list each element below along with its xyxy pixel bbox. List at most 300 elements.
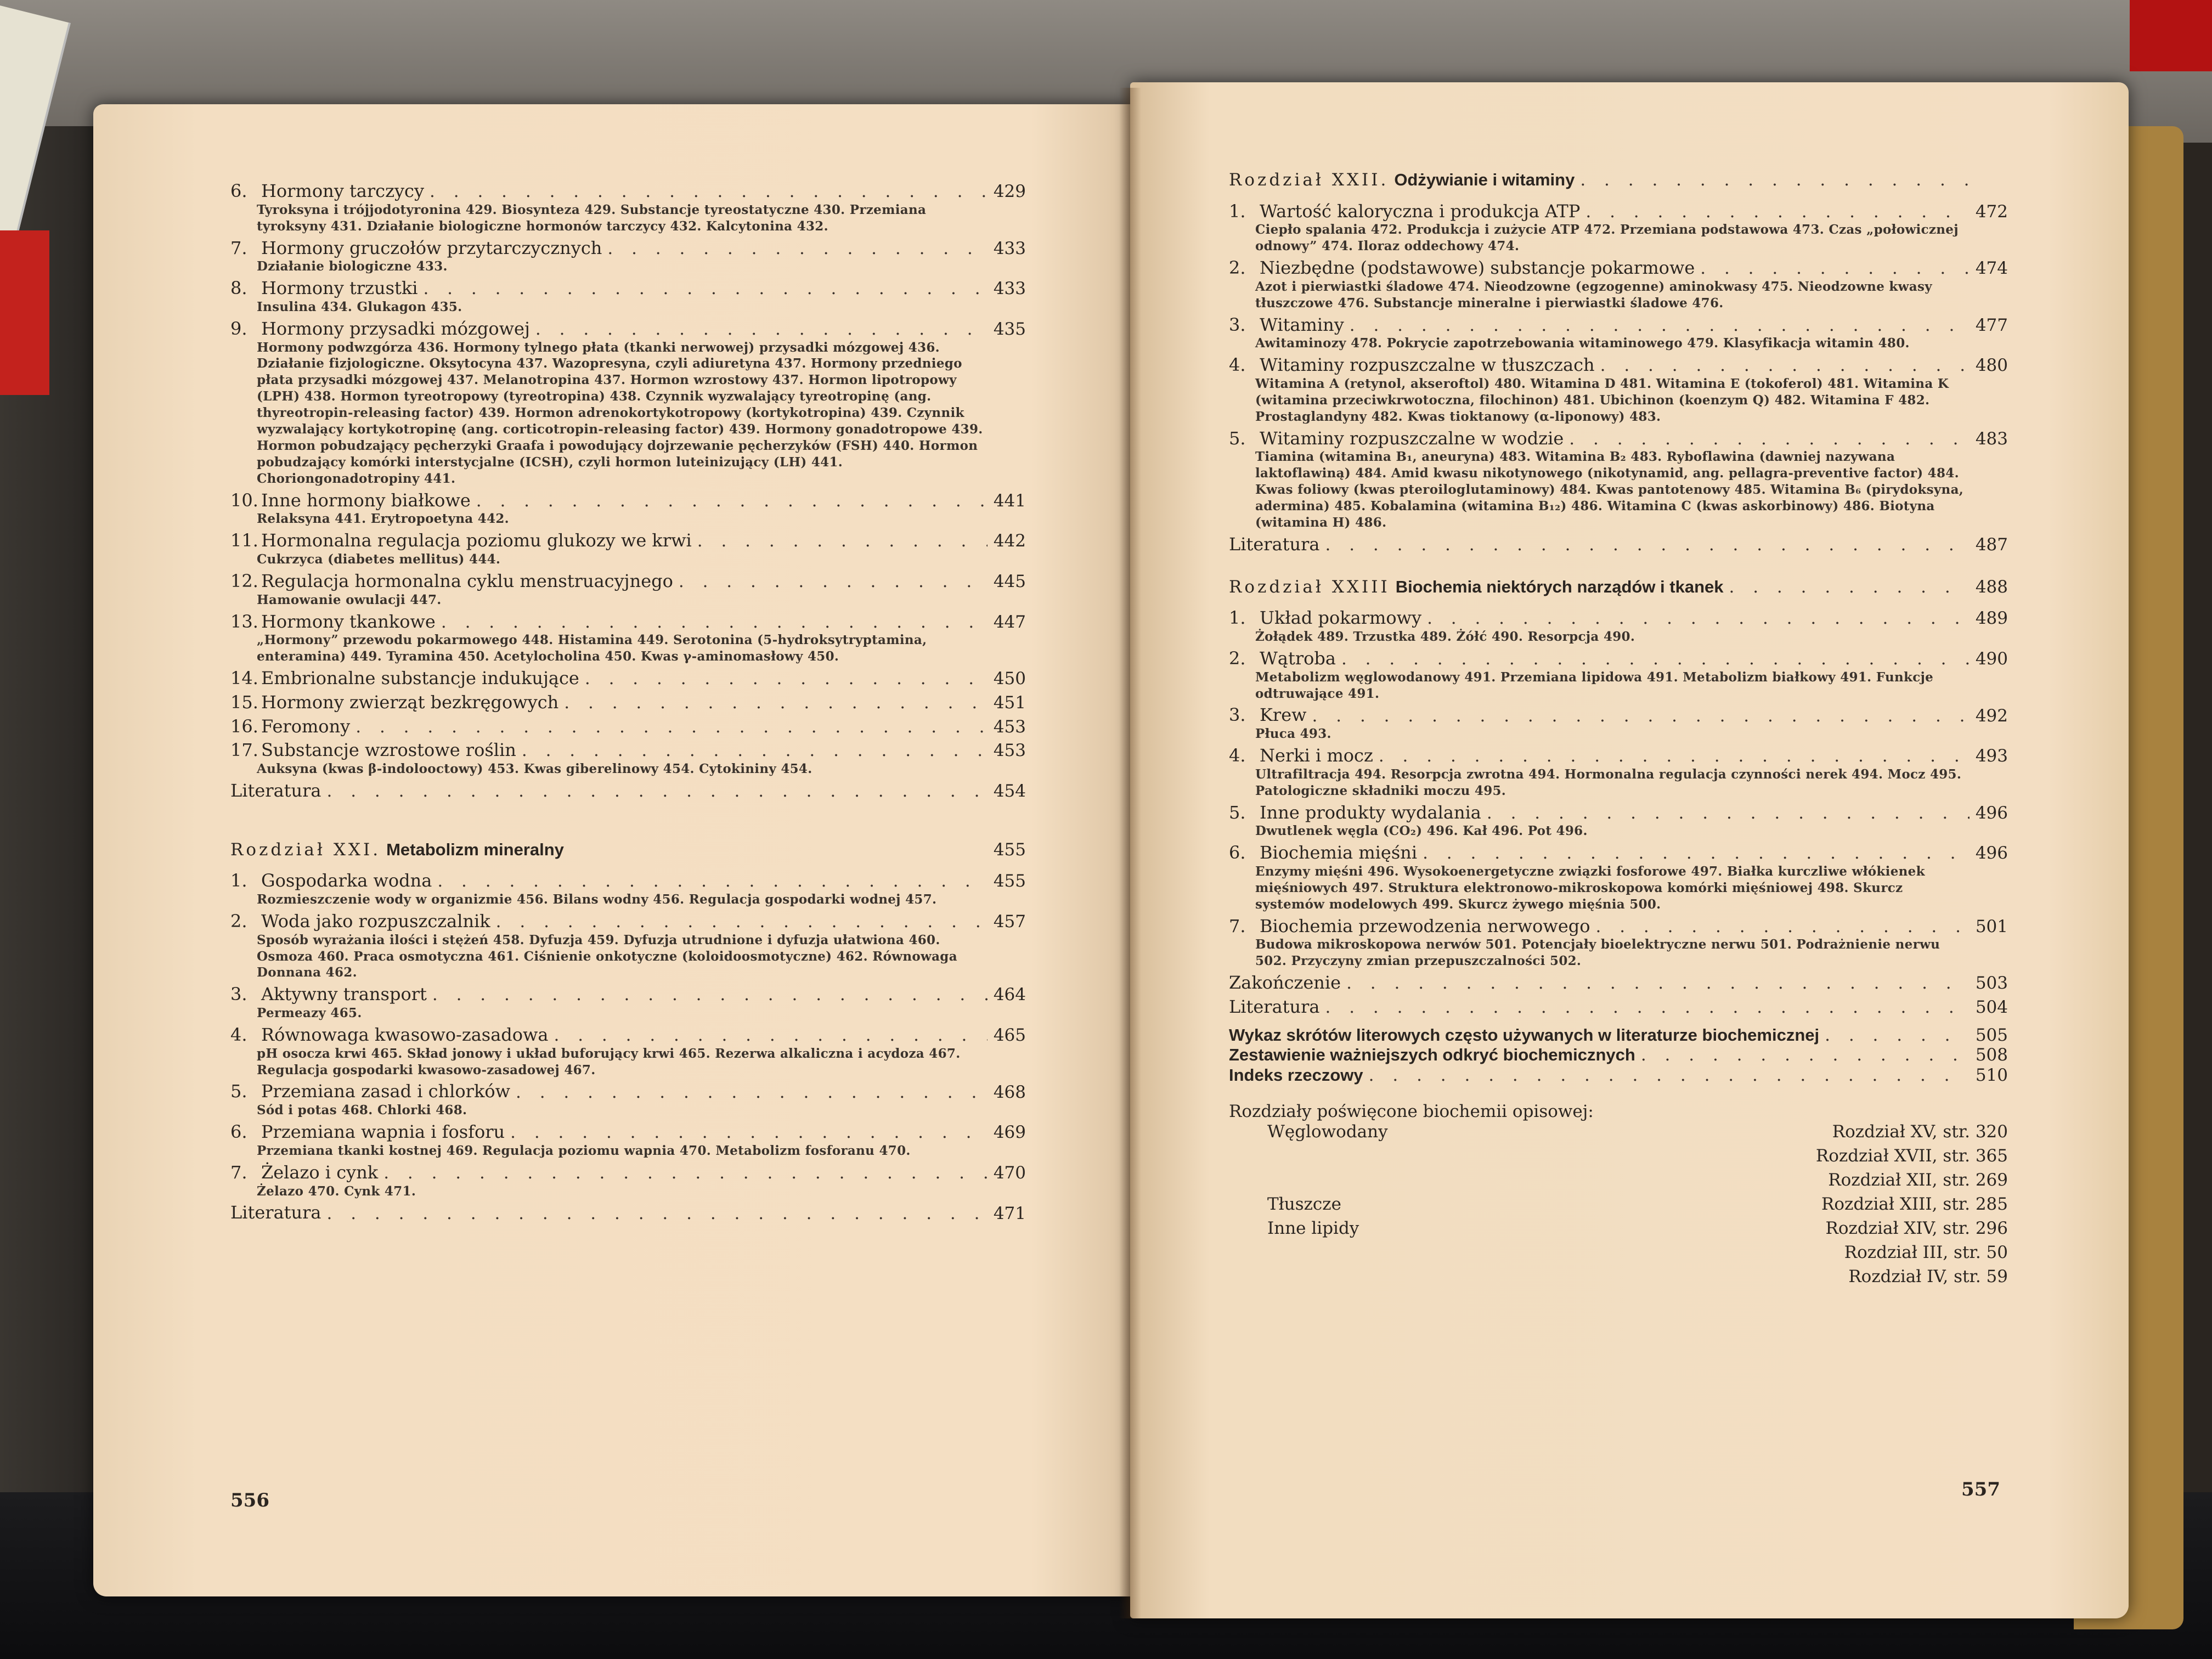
toc-entry [1229,428,2008,531]
toc-entry-subtopics: Enzymy mięśni 496. Wysokoenergetyczne związki fosforowe 497. Białka kurczliwe włókienek mięśniowych 497. Struktura elektronowo-mikroskopowa komórki mięśniowej 498. Skurcz systemów modelowych 499. Skurcz żywego mięśnia 500. [1255,864,1925,912]
toc-entry-title [1229,803,1481,823]
toc-entry-row [230,740,1026,761]
leader-dots [1596,917,1970,937]
toc-entry-number: 12. [230,570,258,591]
toc-entry-label: Wartość kaloryczna i produkcja ATP [1260,200,1581,222]
toc-entry-label: Gospodarka wodna [261,870,432,891]
toc-entry-subtopics: Auksyna (kwas β-indolooctowy) 453. Kwas giberelinowy 454. Cytokininy 454. [257,761,812,777]
back-matter-title: Indeks rzeczowy [1229,1065,1363,1085]
toc-entry-title [230,984,427,1005]
toc-entry [230,612,1026,665]
toc-entry-number: 5. [1229,427,1246,449]
opis-reference: Rozdział XII, str. 269 [1828,1170,2008,1190]
toc-entry-page: 483 [1975,428,2008,449]
leader-dots [1700,258,1970,279]
chapter-name: Odżywianie i witaminy [1394,170,1575,189]
toc-entry-page: 496 [1975,803,2008,823]
chapter-label: Rozdział XXII. [1229,170,1389,190]
toc-entry-subtopics: Dwutlenek węgla (CO₂) 496. Kał 496. Pot 496. [1255,823,1588,839]
back-matter-title: Zestawienie ważniejszych odkryć biochemicznych [1229,1045,1635,1065]
toc-entry-number: 2. [230,910,247,932]
toc-entry-title [230,781,321,802]
back-matter-page: 510 [1975,1065,2008,1085]
toc-entry-title [1229,608,1421,629]
toc-entry-title [230,531,692,551]
toc-entry [230,716,1026,737]
toc-entry-label: Hormony tarczycy [261,180,425,201]
toc-entry-number: 4. [230,1024,247,1045]
toc-entry-subtopics: Hormony podwzgórza 436. Hormony tylnego płata (tkanki nerwowej) przysadki mózgowej 436. Działanie fizjologiczne. Oksytocyna 437. Wazopresyna, czyli adiuretyna 437. Hormony przedniego płata przysadki mózgowej 437. Melanotropina 437. Hormon wzrostowy 437. Hormon lipotropowy (LPH) 438. Hormon tyreotropowy (tyreotropina) 438. Czynnik wyzwalający tyreotropinę (ang. thyreotropin-releasing factor) 439. Hormon adrenokortykotropowy (kortykotropina) 439. Czynnik wyzwalający kortykotropinę (ang. corticotropin-releasing factor) 439. Hormony gonadotropowe 439. Hormon pobudzający pęcherzyki Graafa i powodujący dojrzewanie pęcherzyków (FSH) 440. Hormon pobudzający komórki interstycjalne (ICSH), czyli hormon luteinizujący (LH) 441. Choriongonadotropiny 441. [257,340,983,486]
chapter-label: Rozdział XXIII [1229,577,1390,597]
descriptive-biochemistry-section [1229,1102,2008,1291]
toc-entry-subtopics: Żołądek 489. Trzustka 489. Żółć 490. Resorpcja 490. [1255,629,1635,644]
toc-entry-page: 442 [993,531,1026,551]
opis-topic [1267,1170,1816,1194]
toc-entry-label: Witaminy rozpuszczalne w tłuszczach [1260,354,1595,376]
leader-dots [697,531,988,551]
toc-entry-title [230,571,673,592]
opis-topic: Węglowodany [1267,1121,1388,1142]
toc-entry [230,238,1026,275]
toc-entry-subtopics: Tyroksyna i trójjodotyronina 429. Biosynteza 429. Substancje tyreostatyczne 430. Przemiana tyroksyny 431. Działanie biologiczne hormonów tarczycy 432. Kalcytonina 432. [257,202,927,234]
toc-entry-page: 455 [993,871,1026,891]
opis-topic: Inne lipidy [1267,1218,1359,1238]
toc-entry-number: 7. [230,1161,247,1183]
toc-entry-title [1229,997,1320,1018]
leader-dots [1487,803,1970,823]
toc-entry-label: Regulacja hormonalna cyklu menstruacyjnego [261,570,673,591]
opis-topic [1267,1267,1816,1291]
toc-entry-label: Biochemia przewodzenia nerwowego [1260,915,1590,936]
toc-entry-page: 489 [1975,608,2008,629]
toc-entry-row [230,490,1026,511]
back-matter-page: 505 [1975,1025,2008,1045]
toc-entry-row [1229,608,2008,629]
toc-entry-row [230,1203,1026,1223]
leader-dots [679,572,988,592]
leader-dots [327,781,988,802]
toc-entry-number: 5. [1229,802,1246,823]
toc-entry-label: Przemiana zasad i chlorków [261,1081,511,1102]
toc-entry-list [1229,201,2008,555]
toc-entry [230,319,1026,487]
leader-dots [383,1163,988,1183]
toc-entry [1229,997,2008,1018]
leader-dots [441,612,988,633]
leader-dots [1825,1025,1970,1046]
opis-reference: Rozdział XV, str. 320 [1832,1121,2008,1142]
toc-entry [230,984,1026,1022]
opis-reference: Rozdział XIV, str. 296 [1825,1218,2008,1238]
toc-entry-page: 501 [1975,916,2008,936]
leader-dots [430,182,988,202]
toc-entry [230,668,1026,689]
toc-entry-page: 477 [1975,315,2008,335]
toc-entry [230,911,1026,981]
toc-entry-subtopics: Sposób wyrażania ilości i stężeń 458. Dyfuzja 459. Dyfuzja utrudnione i dyfuzja ułatwiona 460. Osmoza 460. Praca osmotyczna 461. Ciśnienie onkotyczne (koloidoosmotyczne) 462. Równowaga Donnana 462. [257,932,957,980]
toc-entry-label: Literatura [1229,996,1320,1017]
leader-dots [1379,746,1970,766]
toc-entry-number: 6. [230,1121,247,1143]
toc-entry-row [230,871,1026,891]
toc-entry-number: 2. [1229,257,1246,279]
toc-entry-page: 504 [1975,997,2008,1018]
opis-topic [1267,1146,1816,1170]
toc-entry-row [230,668,1026,689]
toc-entry-label: Hormony zwierząt bezkręgowych [261,691,559,713]
toc-entry-page: 445 [993,572,1026,592]
toc-entry-row [1229,648,2008,669]
toc-entry-page: 453 [993,741,1026,761]
chapter-heading [1229,577,2008,597]
toc-entry [1229,315,2008,352]
toc-entry-subtopics: Awitaminozy 478. Pokrycie zapotrzebowania witaminowego 479. Klasyfikacja witamin 480. [1255,336,1910,351]
toc-entry-label: Nerki i mocz [1260,745,1373,766]
toc-entry-page: 433 [993,279,1026,299]
toc-entry-subtopics: Tiamina (witamina B₁, aneuryna) 483. Witamina B₂ 483. Ryboflawina (dawniej nazywana laktoflawiną) 484. Amid kwasu nikotynowego (nikotynamid, ang. pellagra-preventive factor) 484. Kwas foliowy (kwas pteroiloglutaminowy) 484. Kwas pantotenowy 485. Witamina B₆ (pirydoksyna, adermina) 485. Kobalamina (witamina B₁₂) 486. Witamina C (kwas askorbinowy) 486. Biotyna (witamina H) 486. [1255,449,1964,531]
toc-entry-title [230,1122,505,1143]
toc-entry-number: 1. [230,870,247,891]
toc-entry-row [230,612,1026,633]
toc-entry [1229,843,2008,912]
toc-entry-number: 3. [1229,314,1246,335]
toc-entry-row [230,319,1026,340]
toc-entry-label: Hormonalna regulacja poziomu glukozy we krwi [261,530,692,551]
toc-entry-label: Witaminy [1260,314,1344,335]
leader-dots [1346,973,1970,994]
leader-dots [1600,356,1970,376]
chapter-heading [230,840,1026,860]
toc-entry-subtopics: Płuca 493. [1255,726,1331,742]
toc-entry [230,571,1026,608]
toc-entry-subtopics: Insulina 434. Glukagon 435. [257,299,462,314]
opis-reference: Rozdział IV, str. 59 [1848,1266,2008,1286]
toc-entry-row [230,781,1026,802]
toc-entry-label: Równowaga kwasowo-zasadowa [261,1024,549,1045]
toc-entry-page: 468 [993,1082,1026,1102]
toc-entry-page: 447 [993,612,1026,632]
toc-entry [230,1163,1026,1200]
toc-entry-number: 17. [230,740,258,761]
toc-entry-subtopics: Przemiana tkanki kostnej 469. Regulacja poziomu wapnia 470. Metabolizm fosforanu 470. [257,1143,911,1158]
toc-entry-label: Woda jako rozpuszczalnik [261,910,490,932]
measuring-tape-red-section [0,230,49,395]
toc-entry-title [230,1163,378,1183]
toc-entry-label: Niezbędne (podstawowe) substancje pokarmowe [1260,257,1695,279]
toc-entry-subtopics: Azot i pierwiastki śladowe 474. Nieodzowne (egzogenne) aminokwasy 475. Nieodzowne kwasy tłuszczowe 476. Substancje mineralne i pierwiastki śladowe 476. [1255,279,1932,311]
toc-entry-title [230,278,417,299]
toc-entry-number: 2. [1229,647,1246,669]
toc-entry-number: 10. [230,489,258,511]
toc-entry-label: Biochemia mięśni [1260,842,1418,864]
toc-entry-label: Aktywny transport [261,984,427,1005]
toc-entry-subtopics: Ciepło spalania 472. Produkcja i zużycie ATP 472. Przemiana podstawowa 473. Czas „połowicznej odnowy” 474. Iloraz oddechowy 474. [1255,222,1959,254]
toc-entry-list [230,871,1026,1223]
toc-entry-page: 450 [993,669,1026,689]
leader-dots [327,1204,988,1224]
toc-entry-title [1229,746,1373,766]
toc-entry-label: Wątroba [1260,647,1336,669]
toc-entry-number: 14. [230,668,258,689]
toc-entry-page: 470 [993,1163,1026,1183]
toc-entry-title [1229,843,1417,864]
toc-entry-page: 492 [1975,706,2008,726]
toc-entry-subtopics: Żelazo 470. Cynk 471. [257,1183,416,1199]
opis-reference: Rozdział XIII, str. 285 [1821,1194,2008,1214]
toc-entry-subtopics: Działanie biologiczne 433. [257,259,448,274]
leader-dots [1350,315,1970,336]
opis-references [1816,1122,2008,1291]
toc-entry-page: 429 [993,182,1026,202]
toc-entry [230,278,1026,315]
leader-dots [564,693,988,713]
leader-dots [1641,1045,1970,1065]
toc-entry-number: 13. [230,611,258,632]
back-matter-title: Wykaz skrótów literowych często używanych w literaturze biochemicznej [1229,1025,1820,1045]
page-number: 556 [230,1489,269,1511]
leader-dots [423,279,988,299]
toc-entry-label: Literatura [230,1202,321,1223]
toc-entry-number: 7. [1229,915,1246,936]
toc-entry-title [230,181,424,202]
leader-dots [1341,649,1970,669]
leader-dots [554,1025,988,1046]
toc-entry-number: 3. [1229,704,1246,726]
toc-entry-row [1229,428,2008,449]
toc-entry [1229,973,2008,994]
toc-entry-page: 472 [1975,201,2008,222]
toc-entry-row [1229,916,2008,937]
toc-entry-row [230,716,1026,737]
toc-entry-row [230,181,1026,202]
chapter-page: 455 [993,839,1026,860]
toc-entry-row [230,911,1026,932]
toc-entry-number: 1. [1229,200,1246,222]
toc-entry [1229,608,2008,645]
toc-entry-number: 15. [230,691,258,713]
toc-entry-row [230,531,1026,551]
leader-dots [476,491,988,511]
toc-entry-subtopics: Cukrzyca (diabetes mellitus) 444. [257,551,501,567]
toc-entry-number: 4. [1229,354,1246,376]
toc-entry-page: 453 [993,716,1026,737]
toc-entry-number: 1. [1229,607,1246,629]
book-gutter [1119,88,1141,1618]
toc-entry-title [230,716,350,737]
toc-entry [1229,648,2008,702]
leader-dots [1369,1065,1970,1086]
toc-entry-label: Hormony gruczołów przytarczycznych [261,237,602,258]
toc-entry-row [1229,258,2008,279]
page-number: 557 [1961,1479,2000,1500]
toc-entry-title [1229,534,1320,555]
leader-dots [1325,535,1970,555]
red-object [2130,0,2212,71]
opis-topic: Tłuszcze [1267,1194,1341,1214]
toc-entry-page: 490 [1975,649,2008,669]
toc-entry-page: 480 [1975,356,2008,376]
leader-dots [356,717,988,737]
toc-entry [1229,705,2008,742]
toc-entry-row [1229,355,2008,376]
leader-dots [522,741,988,761]
toc-entry-title [1229,428,1564,449]
toc-entry-label: Przemiana wapnia i fosforu [261,1121,505,1143]
back-matter-entry [1229,1025,2008,1046]
toc-entry-page: 457 [993,912,1026,932]
opis-topics [1229,1122,1816,1291]
leader-dots [516,1082,988,1103]
toc-entry-title [230,1025,549,1046]
toc-entry-row [1229,843,2008,864]
toc-entry-page: 471 [993,1203,1026,1223]
toc-entry-label: Hormony tkankowe [261,611,436,632]
toc-entry-label: Inne hormony białkowe [261,489,471,511]
toc-entry-row [230,692,1026,713]
toc-entry [230,871,1026,908]
toc-entry-row [230,984,1026,1005]
toc-entry-page: 433 [993,238,1026,258]
toc-entry-page: 469 [993,1122,1026,1143]
toc-entry-number: 6. [1229,842,1246,864]
toc-entry-title [230,319,530,340]
toc-entry [1229,916,2008,970]
back-matter-list [1229,1025,2008,1086]
leader-dots [585,669,988,689]
toc-entry-subtopics: Metabolizm węglowodanowy 491. Przemiana lipidowa 491. Metabolizm białkowy 491. Funkcje odtruwające 491. [1255,669,1934,701]
toc-entry-number: 4. [1229,745,1246,766]
toc-entry [230,181,1026,235]
back-matter-entry [1229,1045,2008,1065]
opis-reference: Rozdział III, str. 50 [1844,1242,2008,1262]
toc-entry-title [230,911,490,932]
toc-entry-page: 464 [993,985,1026,1005]
leader-dots [1569,429,1970,449]
back-matter-entry [1229,1065,2008,1086]
toc-entry-subtopics: Rozmieszczenie wody w organizmie 456. Bilans wodny 456. Regulacja gospodarki wodnej 457. [257,892,937,907]
toc-entry-row [1229,997,2008,1018]
toc-entry-label: Zakończenie [1229,972,1341,994]
toc-entry-label: Żelazo i cynk [261,1161,379,1183]
toc-entry-number: 7. [230,237,247,258]
toc-entry-row [230,278,1026,299]
toc-entry [230,692,1026,713]
chapter-label: Rozdział XXI. [230,839,381,860]
toc-entry-number: 9. [230,318,247,339]
toc-entry-title [1229,315,1344,336]
toc-entry [1229,258,2008,312]
toc-entry-label: Literatura [1229,533,1320,555]
toc-entry-row [1229,705,2008,726]
toc-entry-row [230,238,1026,259]
toc-entry-label: Układ pokarmowy [1260,607,1422,629]
toc-entry-page: 435 [993,319,1026,339]
toc-entry-row [1229,746,2008,766]
toc-entry-label: Embrionalne substancje indukujące [261,668,579,689]
toc-entry-number: 11. [230,530,258,551]
toc-entry-row [1229,973,2008,994]
toc-entry-title [1229,973,1341,994]
leader-dots [1580,170,1970,190]
toc-entry-title [1229,201,1580,222]
toc-entry-page: 493 [1975,746,2008,766]
toc-entry-page: 465 [993,1025,1026,1046]
back-matter-page: 508 [1975,1045,2008,1065]
toc-entry-title [1229,705,1307,726]
toc-entry-page: 451 [993,692,1026,713]
toc-entry-title [1229,258,1695,279]
toc-entry-label: Krew [1260,704,1307,726]
toc-entry-title [230,668,579,689]
toc-entry-title [230,490,471,511]
toc-entry-subtopics: pH osocza krwi 465. Skład jonowy i układ buforujący krwi 465. Rezerwa alkaliczna i acydoza 467. Regulacja gospodarki kwasowo-zasadowej 467. [257,1046,961,1077]
toc-entry-label: Inne produkty wydalania [1260,802,1481,823]
toc-entry [230,1203,1026,1223]
toc-entry-label: Witaminy rozpuszczalne w wodzie [1260,427,1564,449]
toc-entry-number: 5. [230,1081,247,1102]
toc-entry-row [1229,315,2008,336]
toc-entry-subtopics: Ultrafiltracja 494. Resorpcja zwrotna 494. Hormonalna regulacja czynności nerek 494. Mocz 495. Patologiczne składniki moczu 495. [1255,766,1962,798]
toc-entry [1229,355,2008,425]
toc-entry [230,781,1026,802]
chapter-name: Metabolizm mineralny [386,839,564,859]
toc-entry-label: Substancje wzrostowe roślin [261,740,516,761]
toc-entry-title [230,1203,321,1223]
toc-entry-label: Feromony [261,715,351,737]
toc-entry [230,1025,1026,1079]
toc-entry [230,531,1026,568]
toc-entry-page: 487 [1975,535,2008,555]
toc-entry [1229,534,2008,555]
toc-entry-subtopics: Relaksyna 441. Erytropoetyna 442. [257,511,509,527]
toc-entry-row [1229,534,2008,555]
leader-dots [607,239,988,259]
toc-entry [1229,201,2008,255]
toc-entry-title [230,612,436,633]
leader-dots [1423,843,1970,864]
toc-entry-title [230,238,602,259]
toc-entry-row [230,571,1026,592]
toc-entry-subtopics: Hamowanie owulacji 447. [257,592,442,607]
leader-dots [1585,202,1970,222]
toc-entry-list [230,181,1026,802]
toc-entry-list [1229,608,2008,1017]
toc-entry-subtopics: Budowa mikroskopowa nerwów 501. Potencjały bioelektryczne nerwu 501. Podrażnienie nerwu 502. Przyczyny zmian przepuszczalności 502. [1255,937,1940,969]
toc-entry-title [1229,916,1590,937]
toc-entry [230,1122,1026,1159]
leader-dots [496,912,988,932]
toc-entry-label: Hormony trzustki [261,278,418,299]
toc-entry-label: Hormony przysadki mózgowej [261,318,530,339]
leader-dots [1729,577,1970,597]
toc-entry-number: 8. [230,278,247,299]
toc-entry-number: 6. [230,180,247,201]
chapter-name: Biochemia niektórych narządów i tkanek [1395,577,1724,596]
toc-entry-page: 503 [1975,973,2008,994]
toc-entry-page: 474 [1975,258,2008,279]
toc-entry [230,490,1026,528]
opis-heading: Rozdziały poświęcone biochemii opisowej: [1229,1102,1594,1122]
toc-entry-title [230,1081,510,1102]
toc-entry-label: Literatura [230,780,321,801]
opis-table [1229,1122,2008,1291]
toc-entry-number: 16. [230,715,258,737]
toc-entry-row [1229,201,2008,222]
toc-entry-page: 441 [993,490,1026,511]
toc-entry-title [1229,355,1595,376]
toc-entry-number: 3. [230,984,247,1005]
leader-dots [535,319,988,340]
